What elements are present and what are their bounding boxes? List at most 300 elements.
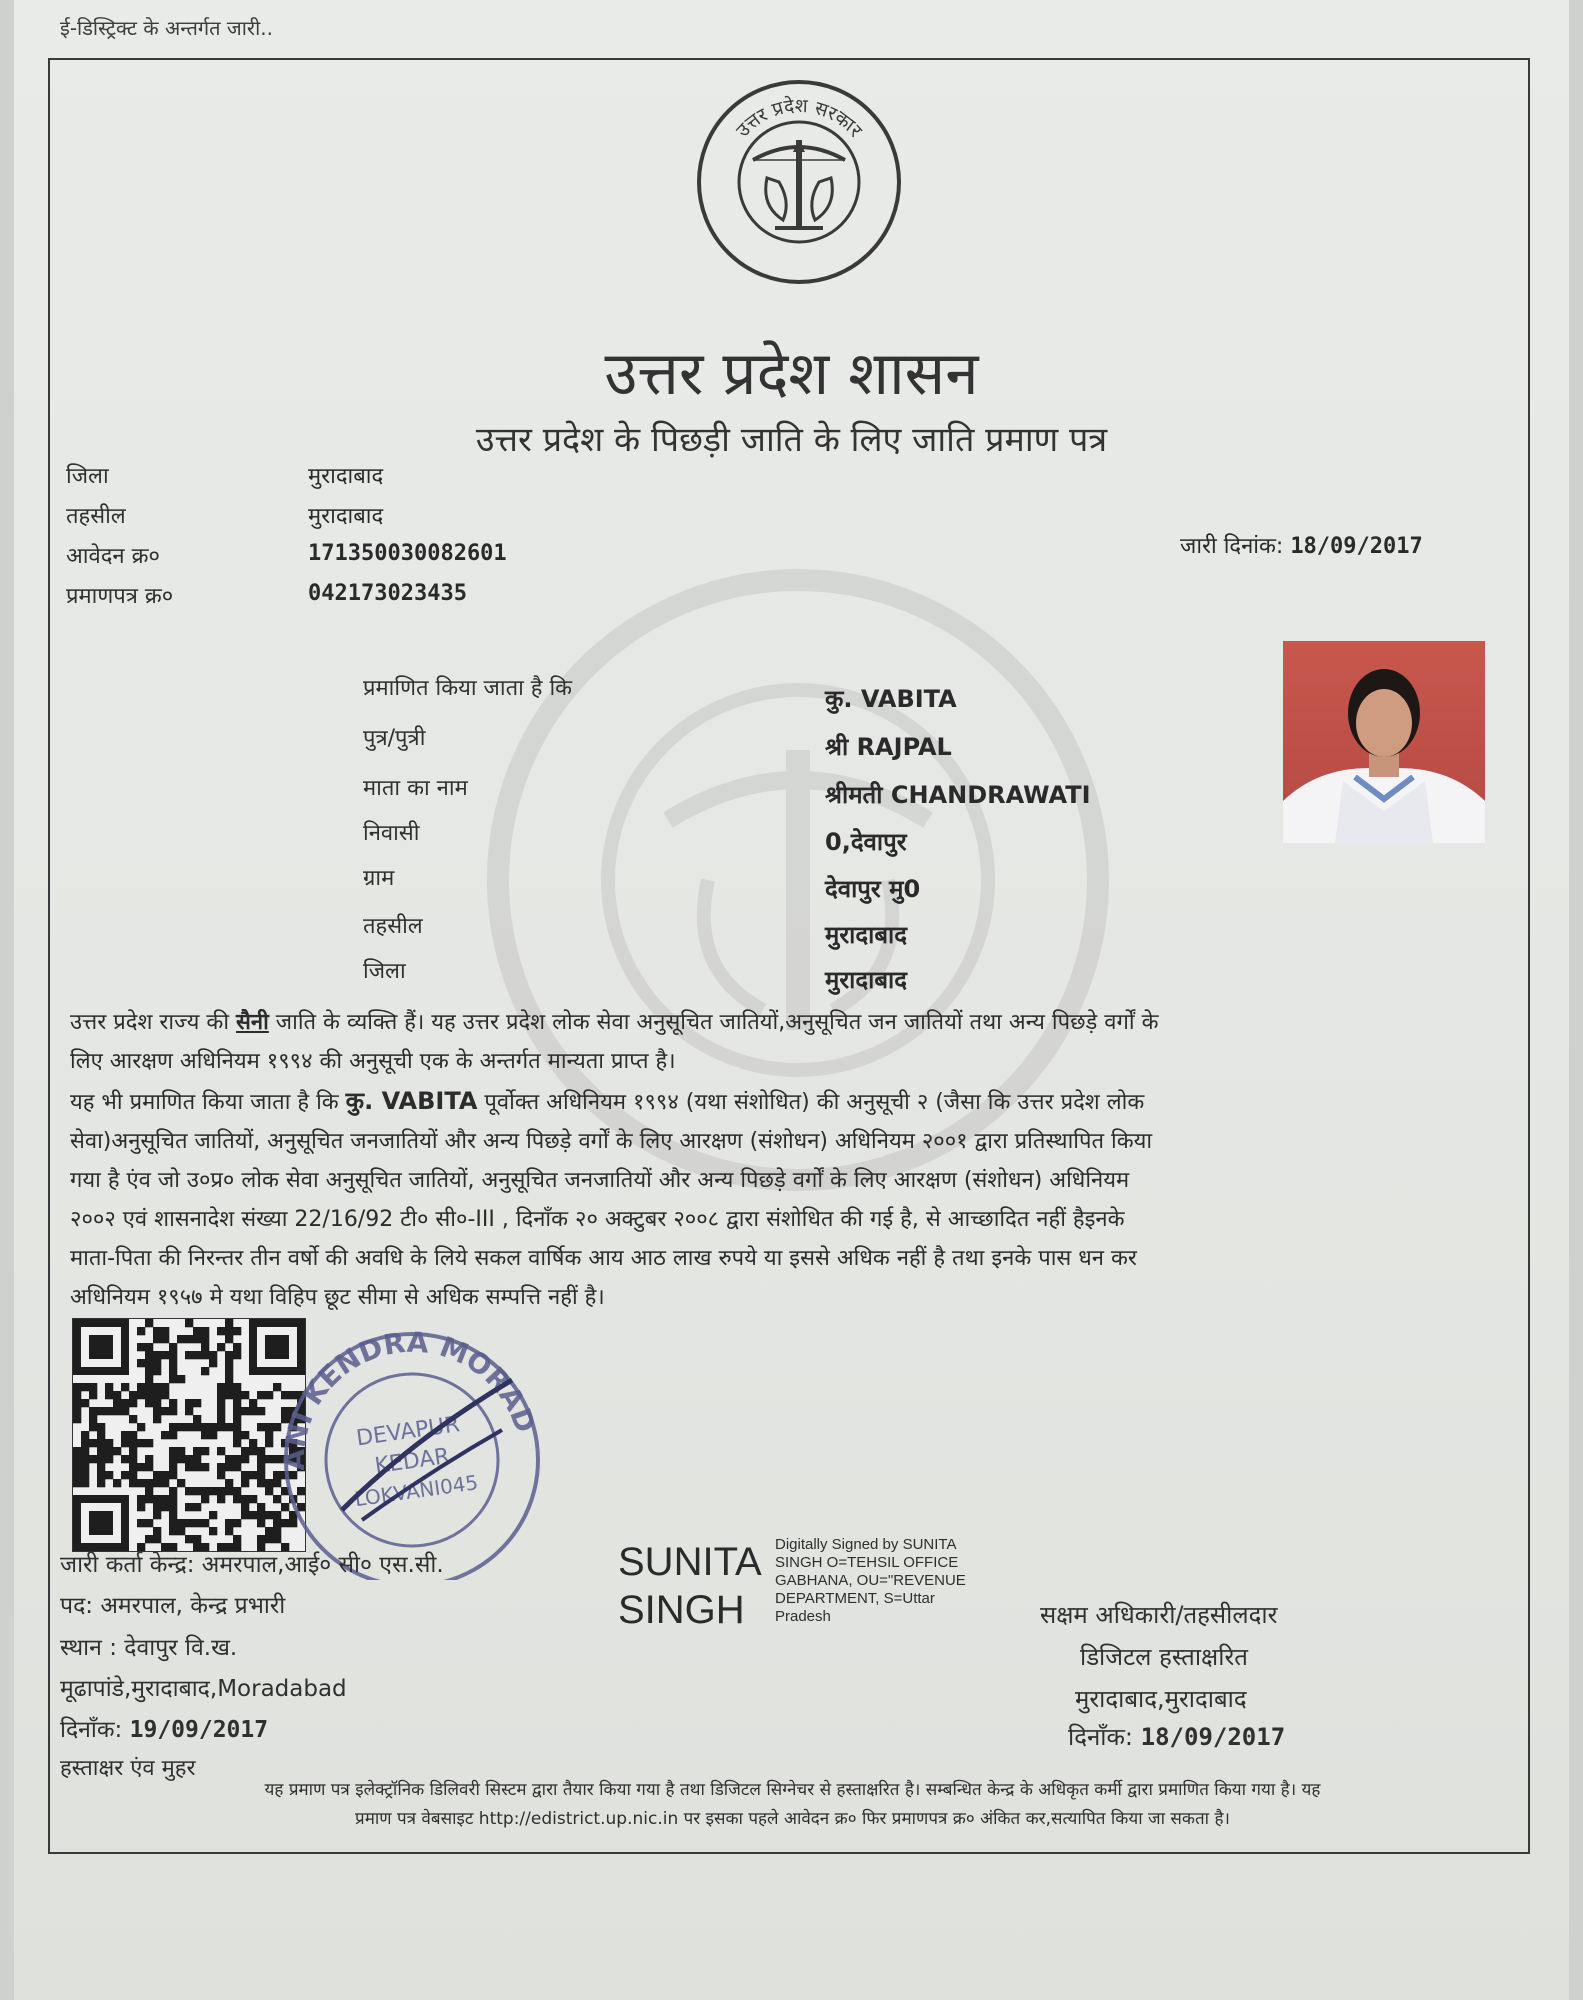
qr-module bbox=[145, 1463, 153, 1471]
qr-module bbox=[153, 1415, 161, 1423]
qr-module bbox=[153, 1527, 161, 1535]
qr-module bbox=[153, 1351, 161, 1359]
qr-module bbox=[233, 1519, 241, 1527]
qr-module bbox=[233, 1487, 241, 1495]
relation-label: पुत्र/पुत्री bbox=[363, 726, 426, 751]
qr-module bbox=[145, 1391, 153, 1399]
qr-module bbox=[73, 1455, 81, 1463]
qr-module bbox=[89, 1391, 97, 1399]
qr-module bbox=[209, 1487, 217, 1495]
caste-paragraph-line1 bbox=[70, 1003, 1470, 1042]
issuer-center: जारी कर्ता केन्द्र: अमरपाल,आई० सी० एस.सी. bbox=[60, 1552, 444, 1578]
qr-module bbox=[185, 1503, 193, 1511]
digital-signature-name-line2: SINGH bbox=[618, 1588, 745, 1632]
qr-module bbox=[153, 1511, 161, 1519]
qr-module bbox=[121, 1399, 129, 1407]
qr-module bbox=[193, 1423, 201, 1431]
qr-module bbox=[185, 1407, 193, 1415]
qr-module bbox=[73, 1479, 81, 1487]
qr-module bbox=[201, 1495, 209, 1503]
svg-text:LOKVANI KENDRA MORADABAD: LOKVANI KENDRA MORADABAD bbox=[277, 1325, 543, 1471]
qr-module bbox=[137, 1383, 145, 1391]
qr-module bbox=[145, 1399, 153, 1407]
qr-module bbox=[145, 1375, 153, 1383]
qr-module bbox=[169, 1503, 177, 1511]
qr-module bbox=[97, 1447, 105, 1455]
up-government-emblem bbox=[695, 78, 903, 286]
qr-module bbox=[161, 1391, 169, 1399]
qr-module bbox=[233, 1535, 241, 1543]
qr-module bbox=[89, 1455, 97, 1463]
issuer-sign-label: हस्ताक्षर एंव मुहर bbox=[60, 1756, 196, 1781]
qr-module bbox=[217, 1463, 225, 1471]
qr-module bbox=[233, 1391, 241, 1399]
qr-module bbox=[233, 1407, 241, 1415]
details-district-label: जिला bbox=[363, 959, 406, 984]
qr-module bbox=[225, 1367, 233, 1375]
qr-module bbox=[177, 1519, 185, 1527]
qr-module bbox=[113, 1407, 121, 1415]
qr-module bbox=[225, 1455, 233, 1463]
qr-module bbox=[129, 1431, 137, 1439]
qr-module bbox=[145, 1351, 153, 1359]
qr-module bbox=[129, 1439, 137, 1447]
qr-module bbox=[161, 1503, 169, 1511]
qr-module bbox=[81, 1479, 89, 1487]
qr-module bbox=[169, 1351, 177, 1359]
qr-module bbox=[169, 1455, 177, 1463]
meta-application-no-value: 171350030082601 bbox=[308, 541, 507, 566]
meta-certificate-no-label: प्रमाणपत्र क्र० bbox=[66, 584, 174, 609]
qr-module bbox=[201, 1431, 209, 1439]
qr-module bbox=[161, 1479, 169, 1487]
qr-module bbox=[137, 1343, 145, 1351]
applicant-name bbox=[825, 682, 957, 715]
qr-module bbox=[105, 1391, 113, 1399]
qr-module bbox=[209, 1351, 217, 1359]
qr-module bbox=[97, 1431, 105, 1439]
qr-module bbox=[249, 1471, 257, 1479]
qr-module bbox=[193, 1415, 201, 1423]
qr-module bbox=[249, 1511, 257, 1519]
qr-module bbox=[225, 1519, 233, 1527]
qr-module bbox=[137, 1423, 145, 1431]
mother-label: माता का नाम bbox=[363, 776, 468, 801]
qr-module bbox=[161, 1431, 169, 1439]
qr-module bbox=[73, 1407, 81, 1415]
qr-module bbox=[129, 1399, 137, 1407]
qr-module bbox=[225, 1359, 233, 1367]
village-label: ग्राम bbox=[363, 866, 395, 891]
issuer-date bbox=[60, 1712, 268, 1744]
qr-module bbox=[153, 1335, 161, 1343]
qr-module bbox=[169, 1519, 177, 1527]
qr-module bbox=[145, 1359, 153, 1367]
qr-module bbox=[153, 1479, 161, 1487]
qr-module bbox=[209, 1359, 217, 1367]
qr-module bbox=[137, 1503, 145, 1511]
qr-module bbox=[193, 1487, 201, 1495]
qr-module bbox=[209, 1527, 217, 1535]
qr-module bbox=[233, 1455, 241, 1463]
qr-module bbox=[153, 1383, 161, 1391]
qr-module bbox=[177, 1479, 185, 1487]
issue-date bbox=[1180, 530, 1423, 560]
certified-label: प्रमाणित किया जाता है कि bbox=[363, 676, 573, 701]
father-name-value: RAJPAL bbox=[856, 733, 952, 761]
qr-module bbox=[201, 1343, 209, 1351]
creamy-layer-paragraph bbox=[70, 1082, 1470, 1317]
creamy-layer-line1 bbox=[70, 1082, 1470, 1122]
qr-module bbox=[105, 1439, 113, 1447]
qr-module bbox=[97, 1439, 105, 1447]
qr-module bbox=[169, 1527, 177, 1535]
qr-module bbox=[177, 1455, 185, 1463]
resident-label: निवासी bbox=[363, 821, 420, 846]
caste-paragraph bbox=[70, 1003, 1470, 1081]
qr-module bbox=[201, 1447, 209, 1455]
qr-module bbox=[217, 1423, 225, 1431]
qr-module bbox=[233, 1327, 241, 1335]
qr-module bbox=[137, 1495, 145, 1503]
qr-module bbox=[225, 1383, 233, 1391]
qr-module bbox=[121, 1471, 129, 1479]
qr-module bbox=[81, 1471, 89, 1479]
qr-module bbox=[153, 1391, 161, 1399]
stamp-line3: LOKVANI045 bbox=[353, 1470, 480, 1512]
qr-module bbox=[233, 1415, 241, 1423]
officer-date-value: 18/09/2017 bbox=[1140, 1723, 1286, 1751]
qr-module bbox=[161, 1407, 169, 1415]
center-stamp bbox=[262, 1320, 562, 1580]
issuer-date-label: दिनाँक: bbox=[60, 1717, 123, 1743]
qr-module bbox=[81, 1431, 89, 1439]
applicant-name-prefix: कु. bbox=[825, 685, 853, 713]
qr-module bbox=[233, 1423, 241, 1431]
qr-module bbox=[233, 1383, 241, 1391]
qr-module bbox=[137, 1391, 145, 1399]
qr-module bbox=[121, 1431, 129, 1439]
qr-module bbox=[129, 1391, 137, 1399]
stamp-line1: DEVAPUR bbox=[354, 1412, 462, 1452]
qr-module bbox=[97, 1407, 105, 1415]
qr-module bbox=[225, 1391, 233, 1399]
qr-module bbox=[241, 1471, 249, 1479]
qr-module bbox=[145, 1383, 153, 1391]
qr-module bbox=[241, 1447, 249, 1455]
qr-module bbox=[241, 1511, 249, 1519]
qr-module bbox=[73, 1415, 81, 1423]
qr-module bbox=[145, 1367, 153, 1375]
qr-module bbox=[121, 1439, 129, 1447]
qr-module bbox=[121, 1383, 129, 1391]
qr-module bbox=[97, 1479, 105, 1487]
certificate-title: उत्तर प्रदेश के पिछड़ी जाति के लिए जाति प्रमाण पत्र bbox=[475, 420, 1108, 460]
caste-paragraph-pre: उत्तर प्रदेश राज्य की bbox=[70, 1010, 237, 1035]
qr-finder-pattern bbox=[89, 1511, 113, 1535]
qr-module bbox=[105, 1471, 113, 1479]
qr-module bbox=[145, 1479, 153, 1487]
qr-module bbox=[137, 1479, 145, 1487]
qr-module bbox=[161, 1495, 169, 1503]
qr-module bbox=[225, 1375, 233, 1383]
qr-module bbox=[153, 1407, 161, 1415]
qr-module bbox=[129, 1415, 137, 1423]
qr-module bbox=[201, 1367, 209, 1375]
qr-module bbox=[137, 1327, 145, 1335]
qr-module bbox=[193, 1535, 201, 1543]
meta-certificate-no-value: 042173023435 bbox=[308, 581, 467, 606]
qr-module bbox=[217, 1487, 225, 1495]
qr-module bbox=[137, 1519, 145, 1527]
qr-module bbox=[73, 1471, 81, 1479]
applicant-name-value: VABITA bbox=[860, 685, 957, 713]
qr-module bbox=[193, 1399, 201, 1407]
qr-module bbox=[113, 1391, 121, 1399]
qr-module bbox=[241, 1455, 249, 1463]
qr-module bbox=[153, 1503, 161, 1511]
qr-module bbox=[225, 1487, 233, 1495]
qr-module bbox=[193, 1503, 201, 1511]
qr-module bbox=[185, 1399, 193, 1407]
qr-module bbox=[201, 1327, 209, 1335]
qr-module bbox=[81, 1463, 89, 1471]
qr-module bbox=[121, 1455, 129, 1463]
qr-module bbox=[145, 1343, 153, 1351]
qr-module bbox=[233, 1431, 241, 1439]
village-value: देवापुर मु0 bbox=[825, 875, 921, 903]
qr-module bbox=[153, 1359, 161, 1367]
qr-module bbox=[225, 1319, 233, 1327]
qr-module bbox=[249, 1495, 257, 1503]
qr-module bbox=[97, 1423, 105, 1431]
qr-module bbox=[153, 1495, 161, 1503]
qr-module bbox=[145, 1519, 153, 1527]
qr-module bbox=[217, 1399, 225, 1407]
qr-module bbox=[169, 1343, 177, 1351]
officer-title: सक्षम अधिकारी/तहसीलदार bbox=[1040, 1601, 1278, 1629]
qr-module bbox=[129, 1455, 137, 1463]
qr-module bbox=[201, 1463, 209, 1471]
qr-module bbox=[169, 1447, 177, 1455]
qr-module bbox=[89, 1383, 97, 1391]
qr-module bbox=[225, 1479, 233, 1487]
qr-module bbox=[241, 1431, 249, 1439]
qr-module bbox=[241, 1495, 249, 1503]
creamy-layer-line5: माता-पिता की निरन्तर तीन वर्षो की अवधि के लिये सकल वार्षिक आय आठ लाख रुपये या इससे अधिक नहीं है तथा इनके पास धन कर bbox=[70, 1246, 1137, 1271]
qr-module bbox=[249, 1439, 257, 1447]
meta-tehsil-value: मुरादाबाद bbox=[308, 504, 384, 529]
details-tehsil-value: मुरादाबाद bbox=[825, 921, 908, 949]
qr-module bbox=[193, 1463, 201, 1471]
issuer-place: स्थान : देवापुर वि.ख. bbox=[60, 1635, 238, 1661]
qr-module bbox=[225, 1463, 233, 1471]
qr-module bbox=[169, 1431, 177, 1439]
qr-module bbox=[217, 1471, 225, 1479]
mother-name-prefix: श्रीमती bbox=[825, 781, 883, 809]
qr-module bbox=[193, 1327, 201, 1335]
qr-module bbox=[161, 1383, 169, 1391]
caste-name: सैनी bbox=[236, 1010, 269, 1035]
qr-module bbox=[241, 1391, 249, 1399]
qr-module bbox=[169, 1487, 177, 1495]
edistrict-note: ई-डिस्ट्रिक्ट के अन्तर्गत जारी.. bbox=[60, 16, 273, 40]
digital-signature-name bbox=[618, 1538, 762, 1634]
qr-module bbox=[177, 1447, 185, 1455]
qr-module bbox=[137, 1463, 145, 1471]
qr-module bbox=[169, 1375, 177, 1383]
qr-module bbox=[249, 1447, 257, 1455]
mother-name-value: CHANDRAWATI bbox=[890, 781, 1091, 809]
qr-module bbox=[145, 1495, 153, 1503]
qr-module bbox=[177, 1423, 185, 1431]
resident-value: 0,देवापुर bbox=[825, 828, 907, 856]
details-tehsil-label: तहसील bbox=[363, 914, 423, 939]
qr-module bbox=[185, 1351, 193, 1359]
qr-module bbox=[89, 1407, 97, 1415]
issuer-post: पद: अमरपाल, केन्द्र प्रभारी bbox=[60, 1593, 286, 1619]
qr-module bbox=[217, 1391, 225, 1399]
qr-module bbox=[73, 1383, 81, 1391]
qr-module bbox=[145, 1487, 153, 1495]
qr-module bbox=[169, 1359, 177, 1367]
qr-module bbox=[105, 1455, 113, 1463]
creamy-layer-name: कु. VABITA bbox=[345, 1087, 478, 1115]
qr-module bbox=[201, 1487, 209, 1495]
qr-module bbox=[105, 1447, 113, 1455]
qr-module bbox=[209, 1423, 217, 1431]
details-district-value: मुरादाबाद bbox=[825, 966, 908, 994]
officer-date-label: दिनाँक: bbox=[1068, 1723, 1134, 1751]
digital-signature-details: Digitally Signed by SUNITA SINGH O=TEHSIL OFFICE GABHANA, OU="REVENUE DEPARTMENT, S=Uttar Pradesh bbox=[775, 1536, 966, 1625]
qr-module bbox=[89, 1415, 97, 1423]
qr-module bbox=[129, 1447, 137, 1455]
qr-module bbox=[153, 1367, 161, 1375]
creamy-layer-line1-post: पूर्वोक्त अधिनियम १९९४ (यथा संशोधित) की अनुसूची २ (जैसा कि उत्तर प्रदेश लोक bbox=[477, 1090, 1145, 1115]
meta-district-label: जिला bbox=[66, 464, 109, 489]
father-name-prefix: श्री bbox=[825, 733, 849, 761]
qr-module bbox=[185, 1319, 193, 1327]
qr-module bbox=[89, 1439, 97, 1447]
qr-module bbox=[73, 1399, 81, 1407]
issue-date-label: जारी दिनांक: bbox=[1180, 534, 1284, 559]
qr-module bbox=[81, 1399, 89, 1407]
government-title: उत्तर प्रदेश शासन bbox=[604, 339, 979, 409]
qr-module bbox=[153, 1327, 161, 1335]
qr-module bbox=[177, 1375, 185, 1383]
qr-module bbox=[233, 1439, 241, 1447]
qr-module bbox=[233, 1343, 241, 1351]
qr-module bbox=[217, 1343, 225, 1351]
qr-module bbox=[217, 1495, 225, 1503]
qr-module bbox=[209, 1511, 217, 1519]
qr-module bbox=[161, 1471, 169, 1479]
qr-module bbox=[249, 1407, 257, 1415]
qr-module bbox=[121, 1407, 129, 1415]
qr-module bbox=[153, 1399, 161, 1407]
qr-module bbox=[81, 1383, 89, 1391]
qr-module bbox=[81, 1455, 89, 1463]
mother-name bbox=[825, 778, 1091, 811]
qr-module bbox=[225, 1351, 233, 1359]
qr-module bbox=[81, 1447, 89, 1455]
qr-module bbox=[225, 1527, 233, 1535]
footer-line2: प्रमाण पत्र वेबसाइट http://edistrict.up.nic.in पर इसका पहले आवेदन क्र० फिर प्रमाणपत्र क्र० अंकित कर,सत्यापित किया जा सकता है। bbox=[355, 1809, 1230, 1829]
qr-module bbox=[169, 1495, 177, 1503]
qr-module bbox=[169, 1463, 177, 1471]
creamy-layer-line6: अधिनियम १९५७ मे यथा विहिप छूट सीमा से अधिक सम्पत्ति नहीं है। bbox=[70, 1285, 605, 1310]
issuer-place-line2: मूढापांडे,मुरादाबाद,Moradabad bbox=[60, 1676, 347, 1702]
qr-module bbox=[185, 1335, 193, 1343]
issuer-date-value: 19/09/2017 bbox=[129, 1717, 269, 1743]
applicant-portrait-image bbox=[1283, 641, 1485, 843]
qr-module bbox=[241, 1479, 249, 1487]
qr-module bbox=[185, 1487, 193, 1495]
qr-module bbox=[217, 1327, 225, 1335]
qr-module bbox=[185, 1519, 193, 1527]
qr-module bbox=[145, 1535, 153, 1543]
qr-module bbox=[89, 1423, 97, 1431]
officer-date bbox=[1068, 1720, 1285, 1753]
qr-module bbox=[169, 1471, 177, 1479]
applicant-photo bbox=[1283, 641, 1485, 843]
digital-signature-name-line1: SUNITA bbox=[618, 1540, 762, 1584]
creamy-layer-line4: २००२ एवं शासनादेश संख्या 22/16/92 टी० सी०-III , दिनाँक २० अक्टुबर २००८ द्वारा संशोधित की गई है, से आच्छादित नहीं हैइनके bbox=[70, 1207, 1125, 1232]
qr-module bbox=[201, 1423, 209, 1431]
qr-module bbox=[201, 1335, 209, 1343]
qr-module bbox=[233, 1399, 241, 1407]
qr-module bbox=[145, 1455, 153, 1463]
qr-module bbox=[185, 1535, 193, 1543]
creamy-layer-line1-pre: यह भी प्रमाणित किया जाता है कि bbox=[70, 1090, 346, 1115]
qr-module bbox=[193, 1455, 201, 1463]
qr-module bbox=[169, 1511, 177, 1519]
qr-module bbox=[169, 1399, 177, 1407]
qr-module bbox=[241, 1407, 249, 1415]
qr-module bbox=[97, 1463, 105, 1471]
qr-module bbox=[73, 1463, 81, 1471]
qr-module bbox=[129, 1463, 137, 1471]
qr-module bbox=[193, 1335, 201, 1343]
qr-module bbox=[185, 1463, 193, 1471]
qr-module bbox=[193, 1447, 201, 1455]
qr-module bbox=[105, 1407, 113, 1415]
qr-module bbox=[217, 1447, 225, 1455]
qr-module bbox=[153, 1471, 161, 1479]
meta-application-no-label: आवेदन क्र० bbox=[66, 544, 160, 569]
qr-module bbox=[225, 1423, 233, 1431]
qr-module bbox=[241, 1503, 249, 1511]
officer-signed: डिजिटल हस्ताक्षरित bbox=[1080, 1643, 1248, 1671]
qr-module bbox=[177, 1335, 185, 1343]
qr-module bbox=[137, 1439, 145, 1447]
qr-module bbox=[193, 1519, 201, 1527]
qr-module bbox=[129, 1479, 137, 1487]
qr-module bbox=[113, 1447, 121, 1455]
qr-module bbox=[249, 1399, 257, 1407]
qr-module bbox=[169, 1423, 177, 1431]
qr-module bbox=[233, 1463, 241, 1471]
qr-module bbox=[201, 1351, 209, 1359]
footer-note bbox=[60, 1776, 1525, 1834]
qr-module bbox=[233, 1351, 241, 1359]
qr-module bbox=[161, 1351, 169, 1359]
meta-district-value: मुरादाबाद bbox=[308, 464, 384, 489]
stamp-line2: KEDAR bbox=[373, 1443, 452, 1480]
qr-module bbox=[233, 1495, 241, 1503]
qr-module bbox=[185, 1455, 193, 1463]
father-name bbox=[825, 730, 952, 763]
